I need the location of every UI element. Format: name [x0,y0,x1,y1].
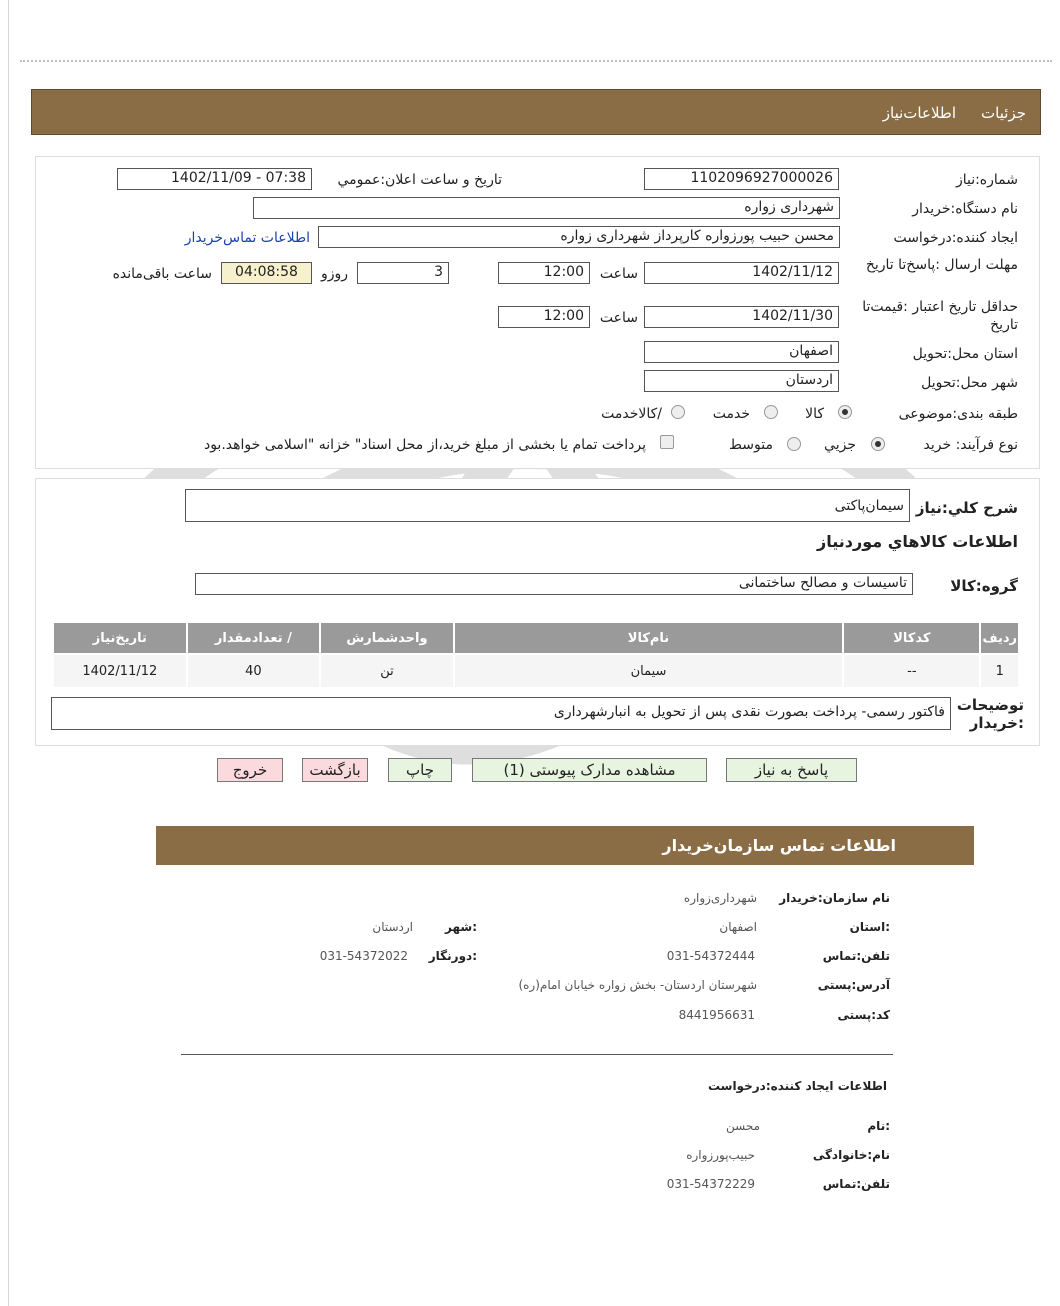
col-unit: واحدشمارش [321,623,453,653]
category-option-service: خدمت [712,406,750,422]
buyer-notes-label: توضیحات :خریدار [956,696,1024,732]
creator-name-label: :نام [867,1119,890,1133]
price-validity-time-label: ساعت [599,310,638,326]
goods-group-label: گروه:کالا [950,577,1018,595]
general-description-label: شرح کلي:نیاز [915,499,1018,517]
city-label: شهر محل:تحویل [921,375,1018,391]
tab-need-info[interactable]: اطلاعات‌نیاز [882,104,956,122]
creator-info-title: اطلاعات ایجاد کننده:درخواست [707,1079,887,1093]
deadline-time-label: ساعت [599,266,638,282]
page-header-bar [31,89,1041,135]
cell-quantity: 40 [188,655,320,687]
col-name: نام‌کالا [455,623,842,653]
process-option-medium: متوسط [729,437,773,453]
buyer-org-label: نام دستگاه:خریدار [912,201,1018,217]
cell-unit: تن [321,655,453,687]
col-date: تاریخ‌نیاز [54,623,186,653]
col-code: کدکالا [844,623,979,653]
contact-fax-value: 031-54372022 [319,949,408,963]
contact-org-value: شهرداری‌زواره [683,891,757,905]
days-field: 3 [357,262,449,284]
process-radio-minor[interactable] [871,437,885,451]
creator-field: محسن حبیب پورزواره کارپرداز شهرداری زواره [318,226,840,248]
goods-group-field: تاسیسات و مصالح ساختمانی [195,573,913,595]
contact-postal-value: 8441956631 [678,1008,755,1022]
tab-details[interactable]: جزئیات [981,104,1026,122]
goods-info-title: اطلاعات کالاهاي موردنیاز [817,532,1018,551]
creator-phone-label: تلفن:تماس [822,1177,890,1191]
contact-divider [181,1054,893,1055]
province-field: اصفهان [644,341,839,363]
table-row [54,655,1018,687]
view-attachments-button[interactable]: مشاهده مدارک پیوستی (1) [472,758,707,782]
category-radio-goods-service[interactable] [671,405,685,419]
contact-phone-value: 031-54372444 [666,949,755,963]
contact-address-label: آدرس:پستی [817,978,890,992]
print-button[interactable]: چاپ [388,758,452,782]
category-option-goods-service: /کالاخدمت [601,406,662,422]
deadline-date-field: 1402/11/12 [644,262,839,284]
deadline-label: مهلت ارسال :پاسخ‌تا تاریخ [865,257,1018,273]
province-label: استان محل:تحویل [912,346,1018,362]
category-option-goods: کالا [805,406,824,422]
need-number-field: 1102096927000026 [644,168,839,190]
goods-table [52,621,1020,689]
contact-city-label: :شهر [445,920,477,934]
price-validity-date-field: 1402/11/30 [644,306,839,328]
creator-label: ایجاد کننده:درخواست [893,230,1018,246]
cell-name: سیمان [455,655,842,687]
contact-phone-label: تلفن:تماس [822,949,890,963]
creator-phone-value: 031-54372229 [666,1177,755,1191]
contact-fax-label: :دورنگار [428,949,477,963]
contact-province-value: اصفهان [719,920,757,934]
cell-code: -- [844,655,979,687]
category-label: طبقه بندی:موضوعی [898,406,1018,422]
creator-name-value: محسن [725,1119,760,1133]
days-label: روزو [320,266,348,282]
price-validity-time-field: 12:00 [498,306,590,328]
deadline-time-field: 12:00 [498,262,590,284]
contact-city-value: اردستان [372,920,413,934]
reply-to-need-button[interactable]: پاسخ به نیاز [726,758,857,782]
process-radio-medium[interactable] [787,437,801,451]
treasury-payment-checkbox[interactable] [660,435,674,449]
cell-row: 1 [981,655,1018,687]
col-quantity: / تعدادمقدار [188,623,320,653]
process-type-label: نوع فرآیند: خرید [923,437,1018,453]
remaining-time-field: 04:08:58 [221,262,312,284]
general-description-field: سیمان‌پاکتی [185,489,910,522]
left-border-line [8,0,9,1306]
exit-button[interactable]: خروج [217,758,283,782]
treasury-payment-note: پرداخت تمام یا بخشی از مبلغ خرید،از محل اسناد" خزانه "اسلامی خواهد.بود [203,437,646,453]
col-row: ردیف [981,623,1018,653]
price-validity-label: حداقل تاریخ اعتبار :قیمت‌تا تاریخ [862,299,1018,333]
announce-datetime-label: تاریخ و ساعت اعلان:عمومي [337,172,502,188]
buyer-contact-header [156,826,974,865]
creator-family-value: حبیب‌پورزواره [686,1148,755,1162]
contact-org-label: نام سازمان:خریدار [779,891,890,905]
need-number-label: شماره:نیاز [955,172,1018,188]
cell-date: 1402/11/12 [54,655,186,687]
creator-family-label: نام:خانوادگی [812,1148,890,1162]
category-radio-service[interactable] [764,405,778,419]
city-field: اردستان [644,370,839,392]
contact-postal-label: کد:پستی [837,1008,890,1022]
top-dotted-divider [20,60,1052,62]
process-option-minor: جزیي [824,437,856,453]
contact-province-label: :استان [849,920,890,934]
remaining-time-label: ساعت باقی‌مانده [112,266,212,282]
buyer-contact-title: اطلاعات تماس سازمان‌خریدار [662,836,896,855]
contact-address-value: شهرستان اردستان- بخش زواره خیابان امام(ره) [518,978,757,992]
buyer-notes-field: فاکتور رسمی- پرداخت بصورت نقدی پس از تحویل به انبارشهرداری [51,697,951,730]
announce-datetime-field: 1402/11/09 - 07:38 [117,168,312,190]
buyer-contact-link[interactable]: اطلاعات تماس‌خریدار [184,230,310,246]
back-button[interactable]: بازگشت [302,758,368,782]
category-radio-goods[interactable] [838,405,852,419]
buyer-org-field: شهرداری زواره [253,197,840,219]
